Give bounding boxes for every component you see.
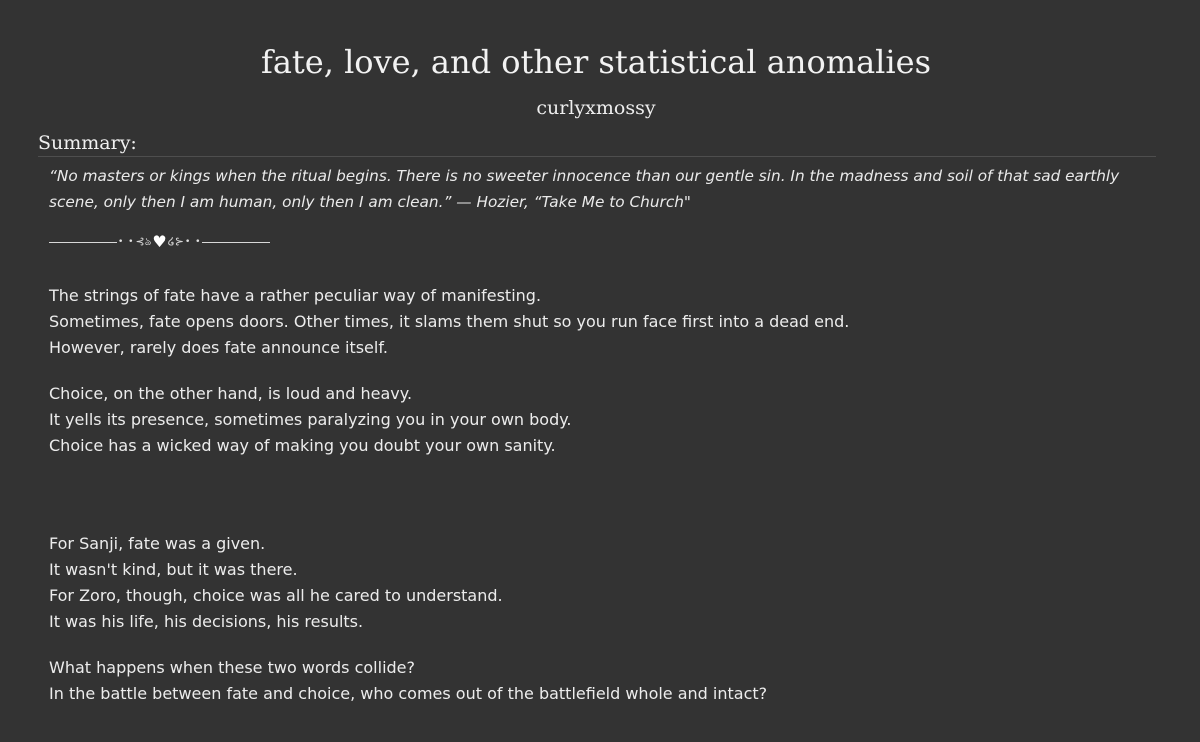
- work-author-link[interactable]: curlyxmossy: [536, 97, 656, 119]
- divider-dots-left: • •: [118, 237, 135, 247]
- divider-dots-right: • •: [184, 237, 202, 247]
- summary-paragraph-4: [49, 655, 1149, 707]
- summary-paragraph-1: [49, 283, 1149, 361]
- summary-paragraph-2: [49, 381, 1149, 459]
- divider-line-left: [49, 242, 117, 243]
- paragraph-line: What happens when these two words collide?: [49, 658, 416, 677]
- paragraph-line: It was his life, his decisions, his results.: [49, 612, 364, 631]
- paragraph-line: However, rarely does fate announce itself.: [49, 338, 388, 357]
- summary-block: [49, 163, 1149, 707]
- paragraph-line: For Zoro, though, choice was all he cared to understand.: [49, 586, 503, 605]
- paragraph-line: The strings of fate have a rather peculiar way of manifesting.: [49, 286, 542, 305]
- decorative-divider: [49, 233, 299, 251]
- paragraph-line: Sometimes, fate opens doors. Other times, it slams them shut so you run face first into a dead end.: [49, 312, 850, 331]
- paragraph-line: It yells its presence, sometimes paralyzing you in your own body.: [49, 410, 572, 429]
- summary-heading: Summary:: [38, 130, 1156, 157]
- summary-quote: “No masters or kings when the ritual begins. There is no sweeter innocence than our gentle sin. In the madness and soil of that sad earthly scene, only then I am human, only then I am clean.” — Hozier, “Take Me to Church": [49, 167, 1120, 211]
- paragraph-line: Choice has a wicked way of making you doubt your own sanity.: [49, 436, 556, 455]
- paragraph-line: In the battle between fate and choice, who comes out of the battlefield whole and intact?: [49, 684, 768, 703]
- paragraph-line: Choice, on the other hand, is loud and heavy.: [49, 384, 413, 403]
- paragraph-line: It wasn't kind, but it was there.: [49, 560, 298, 579]
- summary-paragraph-3: [49, 531, 1149, 635]
- divider-swirl-right: ໒⊱: [167, 235, 184, 248]
- divider-line-right: [202, 242, 270, 243]
- work-title: fate, love, and other statistical anomalies: [261, 43, 931, 81]
- divider-swirl-left: ⊰ঌ: [135, 235, 152, 248]
- heart-icon: ♥: [152, 232, 167, 251]
- paragraph-line: For Sanji, fate was a given.: [49, 534, 266, 553]
